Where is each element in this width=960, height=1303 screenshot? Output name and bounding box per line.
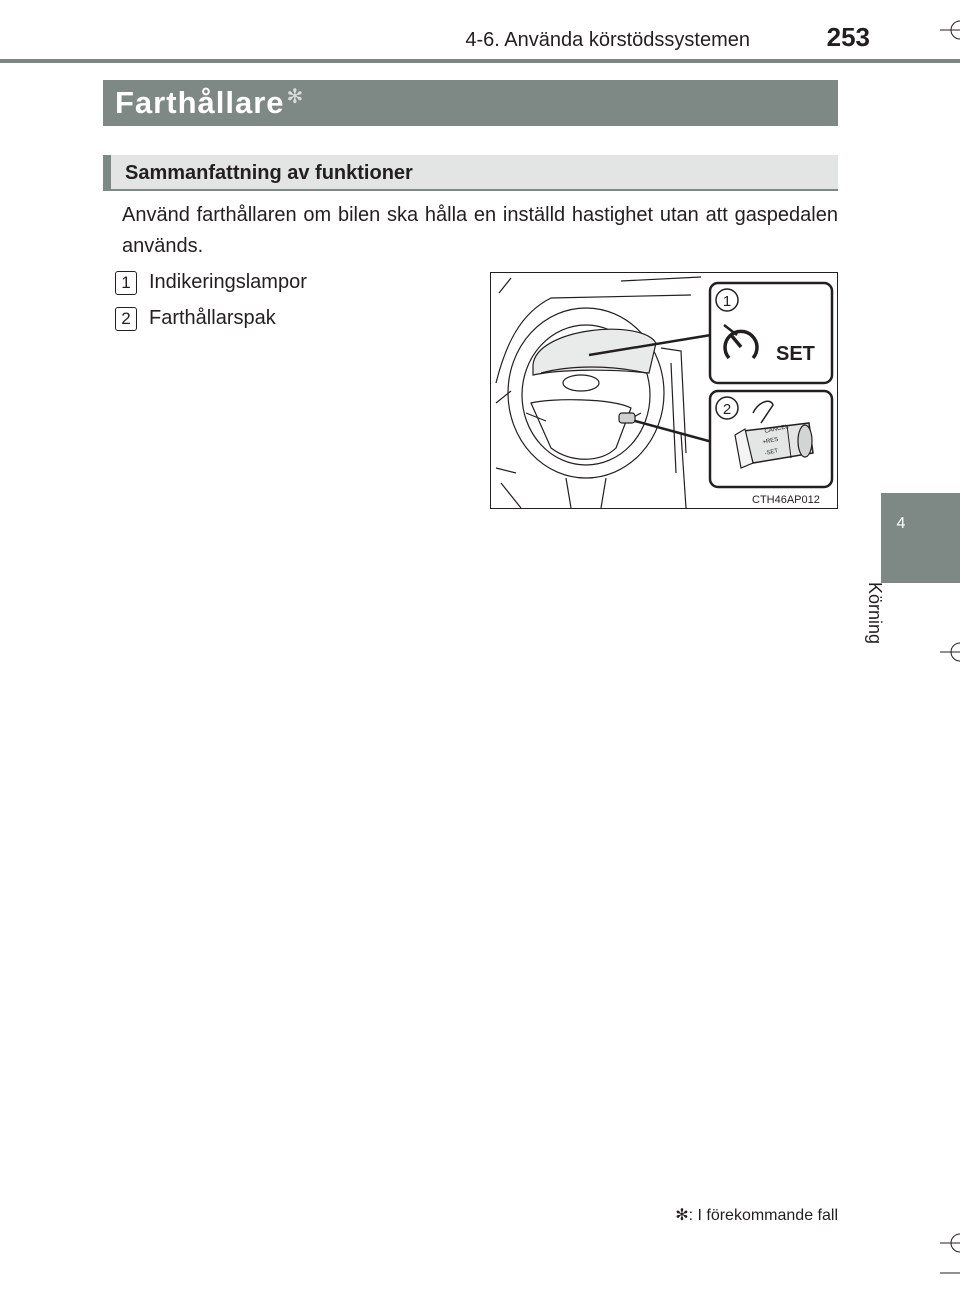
chapter-label-text: Körning (865, 582, 885, 645)
item-number-1: 1 (115, 271, 137, 295)
chapter-label (865, 582, 921, 662)
page-title (115, 85, 304, 121)
crop-mark-mid-right (940, 632, 960, 672)
lever-label-res: +RES (762, 436, 779, 446)
subheading: Sammanfattning av funktioner (125, 162, 413, 184)
footnote: ✻: I förekommande fall (675, 1207, 838, 1224)
page-number: 253 (826, 22, 870, 52)
item-label-2: Farthållarspak (149, 307, 276, 329)
callout-1-number: 1 (722, 293, 732, 310)
title-bar (103, 80, 838, 126)
subheading-accent (103, 155, 111, 189)
callout-2-number: 2 (722, 401, 732, 418)
crop-mark-bottom-right (940, 1223, 960, 1283)
lever-label-set: -SET (764, 448, 779, 457)
item-label-1: Indikeringslampor (149, 271, 307, 293)
item-number-2: 2 (115, 307, 137, 331)
chapter-number: 4 (896, 515, 906, 532)
optional-equipment-marker: ✻ (286, 86, 305, 108)
section-title: 4-6. Använda körstödssystemen (465, 29, 750, 51)
subheading-bar (103, 155, 838, 191)
lever-label-cancel: CANCEL (764, 424, 790, 435)
crop-mark-top-right (940, 10, 960, 50)
intro-paragraph: Använd farthållaren om bilen ska hålla en inställd hastighet utan att gaspedalen används. (122, 204, 838, 257)
chapter-tab (881, 493, 960, 583)
cruise-control-illustration (490, 272, 838, 509)
set-indicator-text: SET (776, 343, 815, 365)
illustration-code: CTH46AP012 (752, 494, 820, 506)
dashboard-drawing (491, 273, 837, 508)
page-title-text: Farthållare (115, 85, 285, 120)
header-divider (0, 59, 960, 63)
